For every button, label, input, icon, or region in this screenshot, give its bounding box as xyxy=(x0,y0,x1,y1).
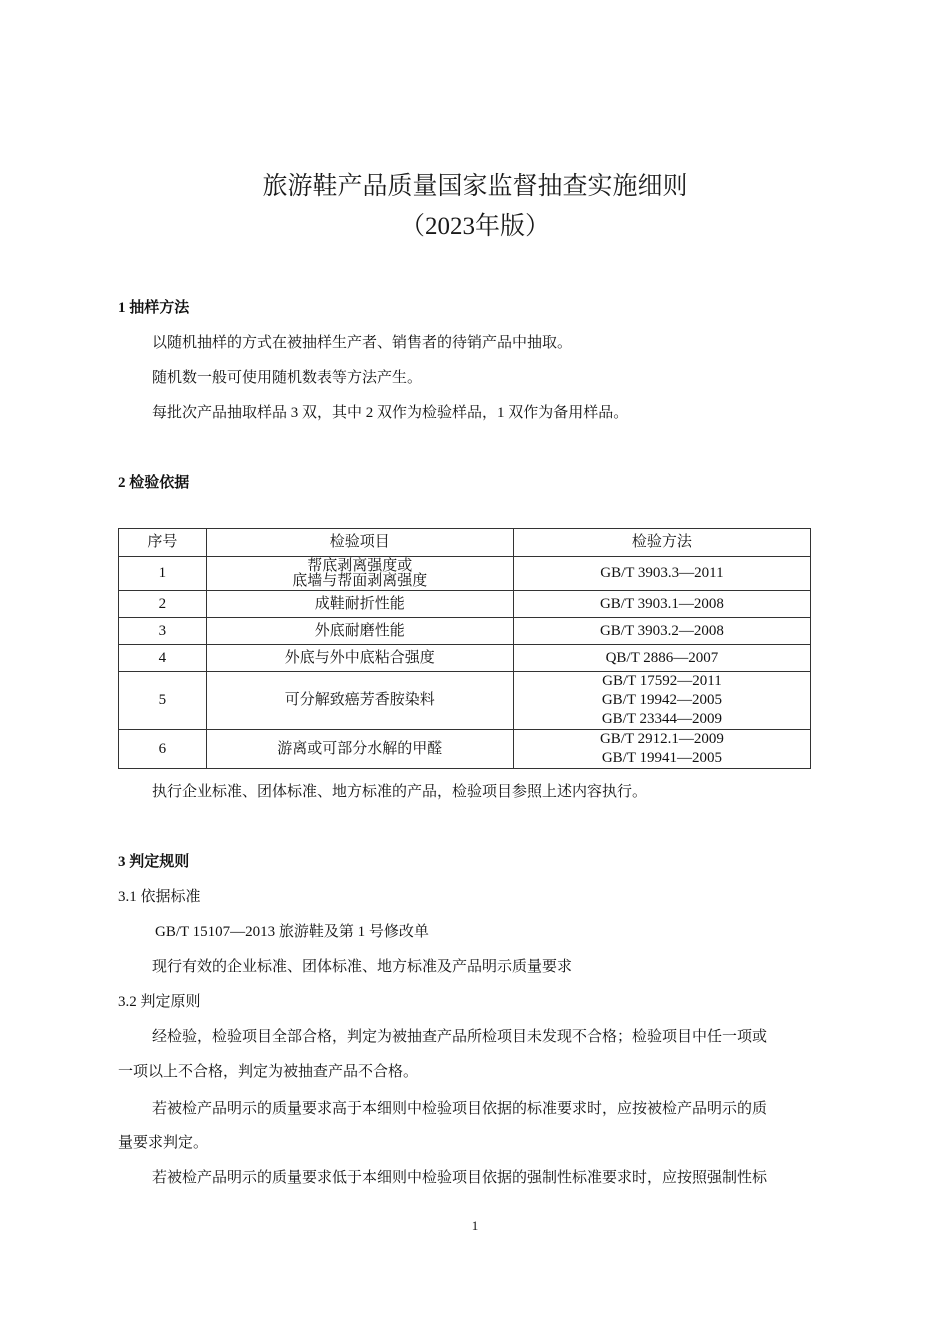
row-item: 外底耐磨性能 xyxy=(206,618,513,645)
standard-item: GB/T 15107—2013 旅游鞋及第 1 号修改单 xyxy=(155,924,429,940)
row-no: 1 xyxy=(119,557,207,591)
header-method: 检验方法 xyxy=(513,529,810,557)
table-row xyxy=(119,645,811,672)
row-no: 6 xyxy=(119,730,207,769)
table-row xyxy=(119,618,811,645)
row-no: 4 xyxy=(119,645,207,672)
row-method-line: GB/T 17592—2011 xyxy=(602,673,722,689)
row-method: GB/T 3903.2—2008 xyxy=(513,618,810,645)
judgment-paragraph-cont: 量要求判定。 xyxy=(118,1135,209,1151)
judgment-paragraph: 若被检产品明示的质量要求高于本细则中检验项目依据的标准要求时，应按被检产品明示的质 xyxy=(152,1101,768,1117)
header-no: 序号 xyxy=(119,529,207,557)
row-item: 外底与外中底粘合强度 xyxy=(206,645,513,672)
section-3-1-heading: 3.1 依据标准 xyxy=(118,889,201,905)
section-1-heading: 1 抽样方法 xyxy=(118,300,190,316)
table-header-row xyxy=(119,529,811,557)
section-3-heading: 3 判定规则 xyxy=(118,854,190,870)
row-item xyxy=(206,557,513,591)
standard-item: 现行有效的企业标准、团体标准、地方标准及产品明示质量要求 xyxy=(152,959,573,975)
row-item: 可分解致癌芳香胺染料 xyxy=(206,672,513,730)
row-item: 游离或可部分水解的甲醛 xyxy=(206,730,513,769)
row-item: 成鞋耐折性能 xyxy=(206,591,513,618)
row-method: QB/T 2886—2007 xyxy=(513,645,810,672)
section-1-paragraph: 以随机抽样的方式在被抽样生产者、销售者的待销产品中抽取。 xyxy=(152,335,573,351)
judgment-paragraph: 经检验，检验项目全部合格，判定为被抽查产品所检项目未发现不合格；检验项目中任一项或 xyxy=(152,1029,768,1045)
row-method xyxy=(513,672,810,730)
row-method: GB/T 3903.3—2011 xyxy=(513,557,810,591)
table-row xyxy=(119,730,811,769)
row-method-line: GB/T 23344—2009 xyxy=(601,711,722,727)
row-no: 5 xyxy=(119,672,207,730)
inspection-table xyxy=(118,528,811,769)
header-item: 检验项目 xyxy=(206,529,513,557)
row-item-line: 底墙与帮面剥离强度 xyxy=(292,572,428,589)
document-title: 旅游鞋产品质量国家监督抽查实施细则 xyxy=(262,173,688,200)
section-2-note: 执行企业标准、团体标准、地方标准的产品，检验项目参照上述内容执行。 xyxy=(152,784,648,800)
row-method-line: GB/T 19941—2005 xyxy=(601,750,722,766)
table-row xyxy=(119,591,811,618)
row-no: 2 xyxy=(119,591,207,618)
section-2-heading: 2 检验依据 xyxy=(118,475,190,491)
section-3-2-heading: 3.2 判定原则 xyxy=(118,994,201,1010)
row-no: 3 xyxy=(119,618,207,645)
section-1-paragraph: 每批次产品抽取样品 3 双，其中 2 双作为检验样品，1 双作为备用样品。 xyxy=(152,405,629,421)
row-method-line: GB/T 2912.1—2009 xyxy=(599,731,724,747)
judgment-paragraph: 若被检产品明示的质量要求低于本细则中检验项目依据的强制性标准要求时，应按照强制性标 xyxy=(152,1170,768,1186)
row-method-line: GB/T 19942—2005 xyxy=(601,692,722,708)
row-method: GB/T 3903.1—2008 xyxy=(513,591,810,618)
row-item-line: 帮底剥离强度或 xyxy=(307,557,413,574)
judgment-paragraph-cont: 一项以上不合格，判定为被抽查产品不合格。 xyxy=(118,1064,419,1080)
table-row xyxy=(119,672,811,730)
page-number: 1 xyxy=(471,1218,479,1233)
table-row xyxy=(119,557,811,591)
section-1-paragraph: 随机数一般可使用随机数表等方法产生。 xyxy=(152,370,423,386)
row-method xyxy=(513,730,810,769)
document-edition: （2023年版） xyxy=(399,213,550,240)
